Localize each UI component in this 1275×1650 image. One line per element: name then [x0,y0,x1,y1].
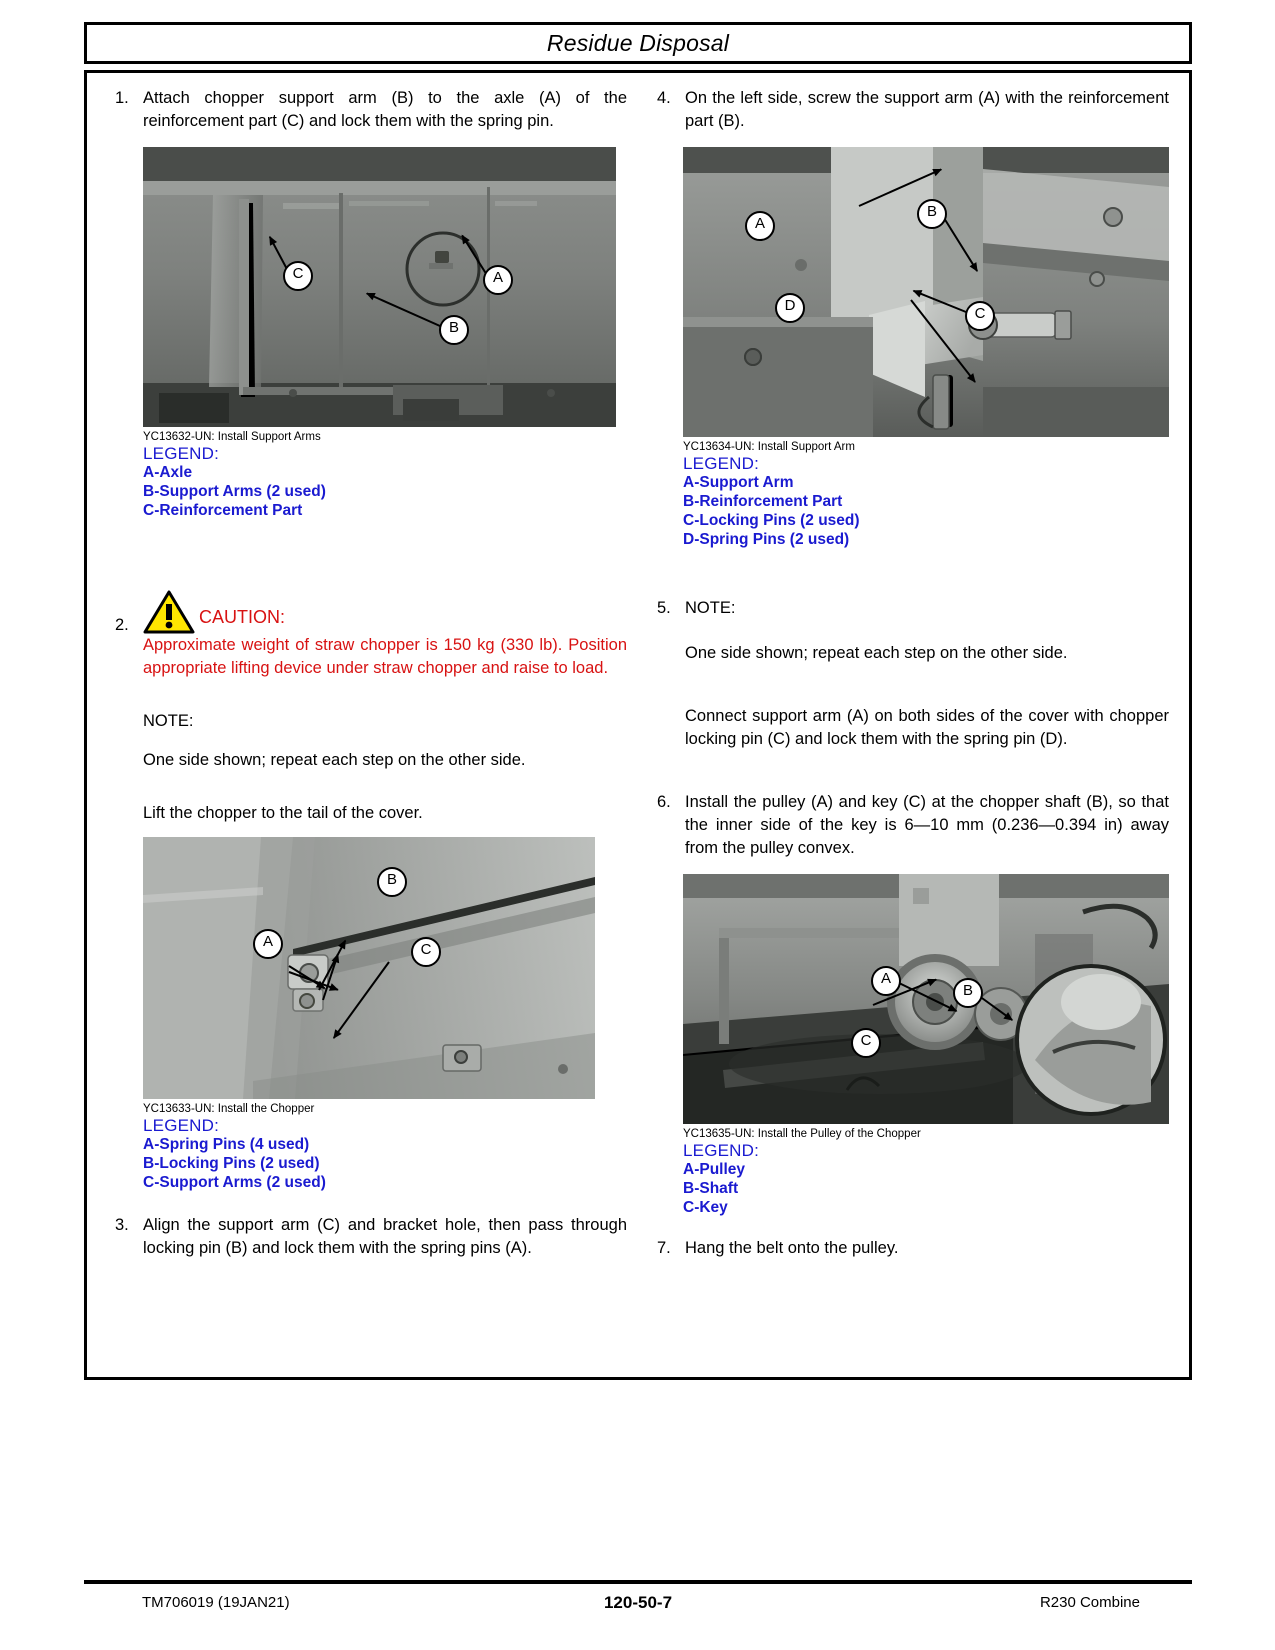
step-6 [649,791,1169,860]
footer-model: R230 Combine [1039,1594,1140,1611]
warning-triangle-icon [143,590,195,634]
step-6-text: Install the pulley (A) and key (C) at the chopper shaft (B), so that the inner side of the key is 6—10 mm (0.236—0.394 in) away from the pulley convex. [685,793,1169,857]
figure-3-caption: YC13634-UN: Install Support Arm [683,441,855,453]
legend-item-c: C-Key [683,1199,728,1216]
callout-b: B [377,867,407,897]
step-2 [107,590,627,825]
legend-item-b: B-Support Arms (2 used) [143,483,326,500]
legend-heading: LEGEND: [683,1141,760,1160]
legend-heading: LEGEND: [143,444,220,463]
figure-install-the-chopper [143,837,595,1099]
step-5 [649,597,1169,751]
figure-1-caption: YC13632-UN: Install Support Arms [143,431,321,443]
connect-support-arm-text: Connect support arm (A) on both sides of the cover with chopper locking pin (C) and lock them with the spring pin (D). [685,707,1169,748]
footer-doc-number: TM706019 (19JAN21) [142,1594,290,1611]
legend-item-b: B-Shaft [683,1180,739,1197]
step-5-number: 5. [657,599,671,617]
content-frame [84,70,1192,1380]
legend-item-a: A-Spring Pins (4 used) [143,1136,310,1153]
legend-heading: LEGEND: [683,454,760,473]
figure-install-support-arms [143,147,616,427]
step-7 [649,1237,1169,1260]
legend-item-c: C-Reinforcement Part [143,502,303,519]
step-4-number: 4. [657,89,671,107]
legend-item-b: B-Locking Pins (2 used) [143,1155,320,1172]
step-3-number: 3. [115,1216,129,1234]
page-title: Residue Disposal [546,29,730,56]
callout-c: C [411,937,441,967]
footer-page-number: 120-50-7 [603,1593,673,1612]
callout-b: B [917,199,947,229]
caution-header [143,590,627,634]
step-3 [107,1214,627,1260]
figure-4-photo [683,874,1169,1124]
footer-divider [84,1580,1192,1584]
left-column [107,73,627,1262]
step-3-text: Align the support arm (C) and bracket hole, then pass through locking pin (B) and lock them with the spring pins (A). [143,1216,627,1257]
right-column [649,73,1169,1262]
legend-item-b: B-Reinforcement Part [683,493,843,510]
legend-item-c: C-Locking Pins (2 used) [683,512,860,529]
step-1-number: 1. [115,89,129,107]
figure-1-legend [143,444,627,520]
step-7-number: 7. [657,1239,671,1257]
figure-4-legend [683,1141,1169,1217]
callout-d: D [775,293,805,323]
callout-a: A [483,265,513,295]
callout-c: C [283,261,313,291]
legend-item-d: D-Spring Pins (2 used) [683,531,850,548]
legend-item-a: A-Axle [143,464,193,481]
figure-install-support-arm [683,147,1169,437]
legend-item-c: C-Support Arms (2 used) [143,1174,326,1191]
figure-2-legend [143,1116,627,1192]
lift-chopper-text: Lift the chopper to the tail of the cover. [143,804,423,822]
step-6-number: 6. [657,793,671,811]
note-text-left: One side shown; repeat each step on the other side. [143,751,526,769]
figure-install-pulley [683,874,1169,1124]
callout-c: C [965,301,995,331]
callout-a: A [871,966,901,996]
caution-text: Approximate weight of straw chopper is 150 kg (330 lb). Position appropriate lifting device under straw chopper and raise to load. [143,636,627,677]
callout-b: B [439,315,469,345]
callout-a: A [253,929,283,959]
note-label-left: NOTE: [143,712,194,730]
page-footer [84,1592,1192,1620]
note-text-right: One side shown; repeat each step on the other side. [685,644,1068,662]
note-label-right: NOTE: [685,599,736,617]
step-1 [107,87,627,133]
caution-label: CAUTION: [199,607,286,627]
figure-1-photo [143,147,616,427]
step-2-number: 2. [115,616,129,634]
figure-4-caption: YC13635-UN: Install the Pulley of the Chopper [683,1128,921,1140]
callout-b: B [953,978,983,1008]
step-1-text: Attach chopper support arm (B) to the axle (A) of the reinforcement part (C) and lock them with the spring pin. [143,89,627,130]
step-4 [649,87,1169,133]
step-7-text: Hang the belt onto the pulley. [685,1239,899,1257]
callout-c: C [851,1028,881,1058]
callout-a: A [745,211,775,241]
legend-item-a: A-Pulley [683,1161,746,1178]
figure-2-caption: YC13633-UN: Install the Chopper [143,1103,315,1115]
legend-item-a: A-Support Arm [683,474,794,491]
figure-3-photo [683,147,1169,437]
step-4-text: On the left side, screw the support arm (A) with the reinforcement part (B). [685,89,1169,130]
legend-heading: LEGEND: [143,1116,220,1135]
figure-3-legend [683,454,1169,549]
figure-2-photo [143,837,595,1099]
page-header [84,22,1192,64]
